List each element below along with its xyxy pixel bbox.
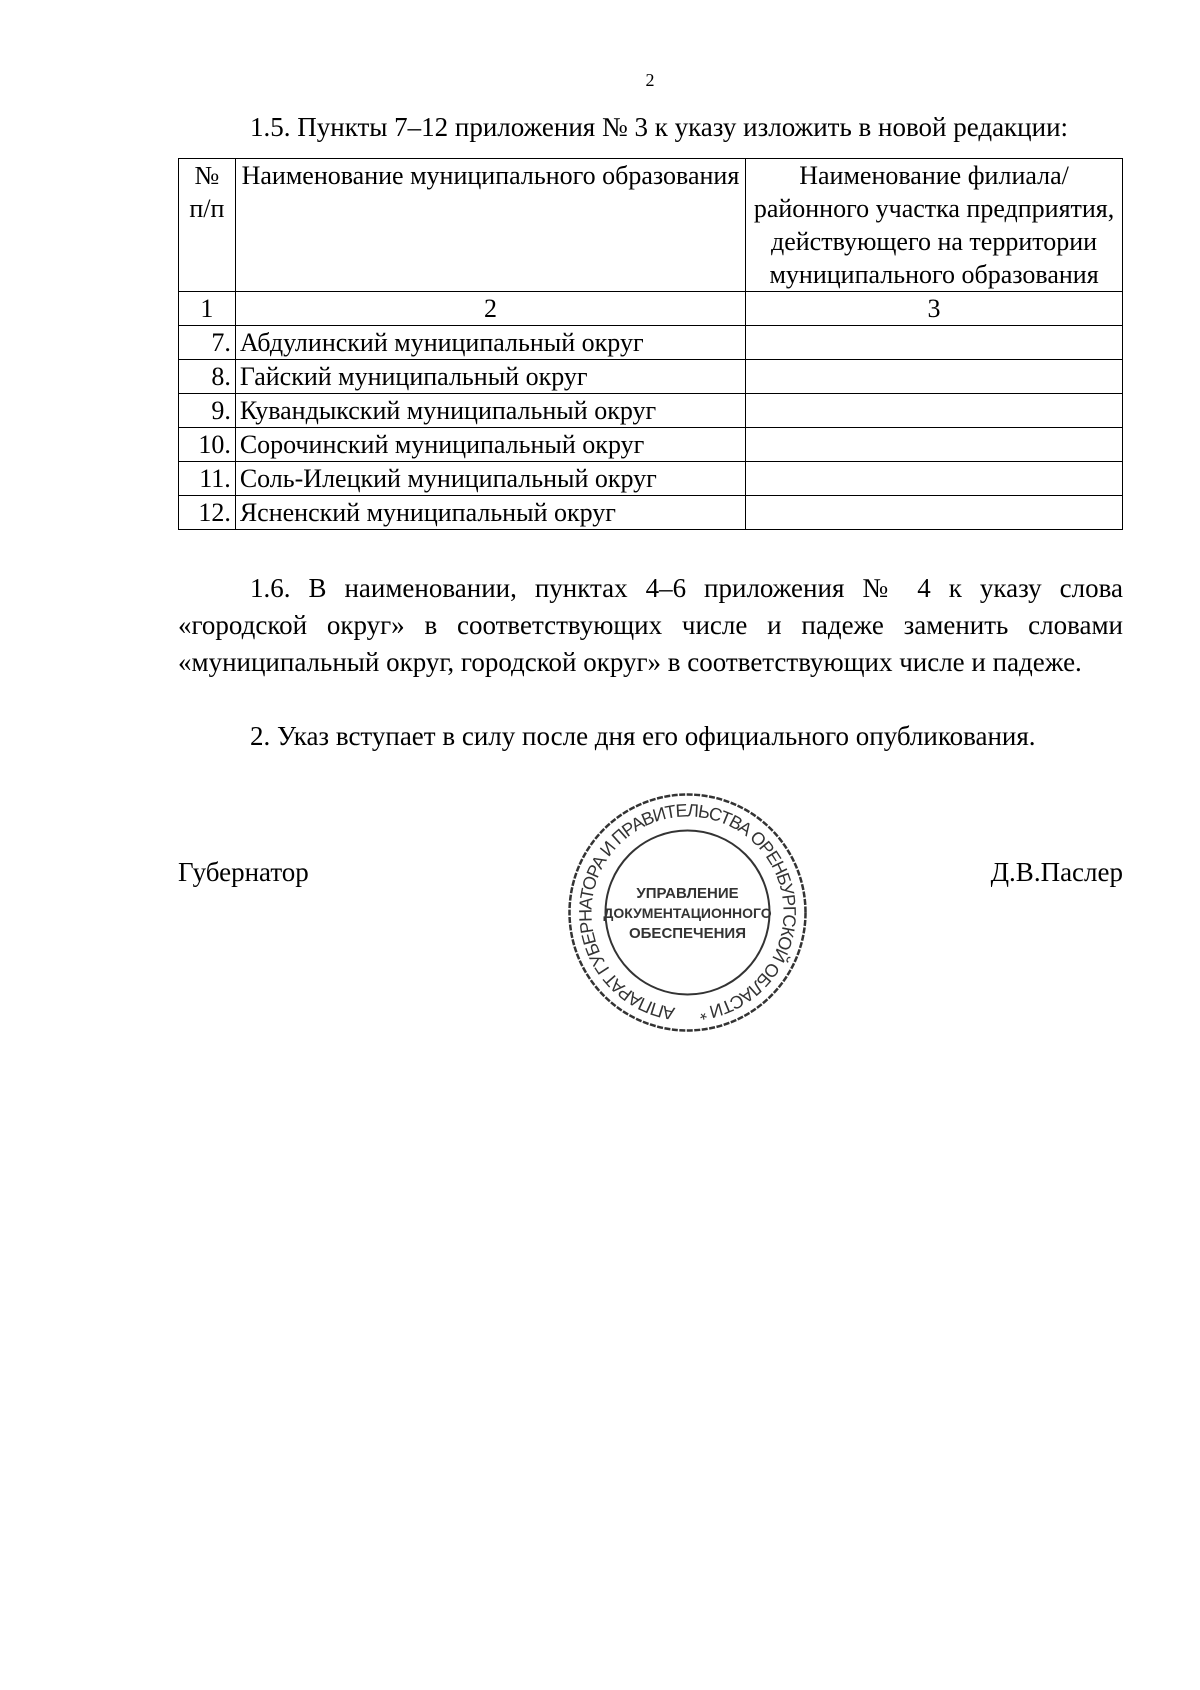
stamp-center-line: ОБЕСПЕЧЕНИЯ bbox=[628, 925, 747, 942]
section-2-paragraph: 2. Указ вступает в силу после дня его официального опубликования. bbox=[250, 721, 1036, 751]
table-header-row bbox=[179, 159, 1123, 292]
table-row bbox=[179, 326, 1123, 360]
row-municipality: Абдулинский муниципальный округ bbox=[235, 326, 745, 360]
page-number: 2 bbox=[645, 70, 655, 90]
signatory-title: Губернатор bbox=[178, 857, 309, 887]
row-municipality: Сорочинский муниципальный округ bbox=[235, 428, 745, 462]
row-number: 7. bbox=[179, 326, 236, 360]
row-number: 12. bbox=[179, 496, 236, 530]
row-municipality: Гайский муниципальный округ bbox=[235, 360, 745, 394]
table-row bbox=[179, 360, 1123, 394]
row-number: 11. bbox=[179, 462, 236, 496]
stamp-center-line: ДОКУМЕНТАЦИОННОГО bbox=[603, 905, 772, 921]
table-row bbox=[179, 462, 1123, 496]
row-number: 8. bbox=[179, 360, 236, 394]
table-row bbox=[179, 496, 1123, 530]
row-branch bbox=[746, 462, 1123, 496]
row-municipality: Соль-Илецкий муниципальный округ bbox=[235, 462, 745, 496]
row-number: 9. bbox=[179, 394, 236, 428]
row-number: 10. bbox=[179, 428, 236, 462]
section-1-5-intro: 1.5. Пункты 7–12 приложения № 3 к указу изложить в новой редакции: bbox=[250, 112, 1069, 142]
table-row bbox=[179, 394, 1123, 428]
column-number-3: 3 bbox=[746, 292, 1123, 326]
row-branch bbox=[746, 496, 1123, 530]
row-branch bbox=[746, 360, 1123, 394]
row-branch bbox=[746, 326, 1123, 360]
table-row bbox=[179, 428, 1123, 462]
official-stamp bbox=[565, 790, 810, 1035]
column-number-2: 2 bbox=[235, 292, 745, 326]
header-branch: Наименование филиала/районного участка предприятия, действующего на территории муниципального образования bbox=[746, 159, 1123, 292]
row-branch bbox=[746, 394, 1123, 428]
districts-table bbox=[178, 158, 1123, 530]
stamp-ring-text: АППАРАТ ГУБЕРНАТОРА И ПРАВИТЕЛЬСТВА ОРЕНБУРГСКОЙ ОБЛАСТИ * bbox=[575, 800, 800, 1024]
row-municipality: Кувандыкский муниципальный округ bbox=[235, 394, 745, 428]
header-number: № п/п bbox=[179, 159, 236, 292]
row-municipality: Ясненский муниципальный округ bbox=[235, 496, 745, 530]
column-number-1: 1 bbox=[179, 292, 236, 326]
section-1-6-paragraph: 1.6. В наименовании, пунктах 4–6 приложения № 4 к указу слова «городской округ» в соответствующих числе и падеже заменить словами «муниципальный округ, городской округ» в соответствующих числе и падеже. bbox=[178, 573, 1123, 677]
header-municipality: Наименование муниципального образования bbox=[235, 159, 745, 292]
stamp-center-line: УПРАВЛЕНИЕ bbox=[636, 885, 739, 902]
row-branch bbox=[746, 428, 1123, 462]
table-numbering-row bbox=[179, 292, 1123, 326]
signatory-name: Д.В.Паслер bbox=[990, 857, 1123, 887]
